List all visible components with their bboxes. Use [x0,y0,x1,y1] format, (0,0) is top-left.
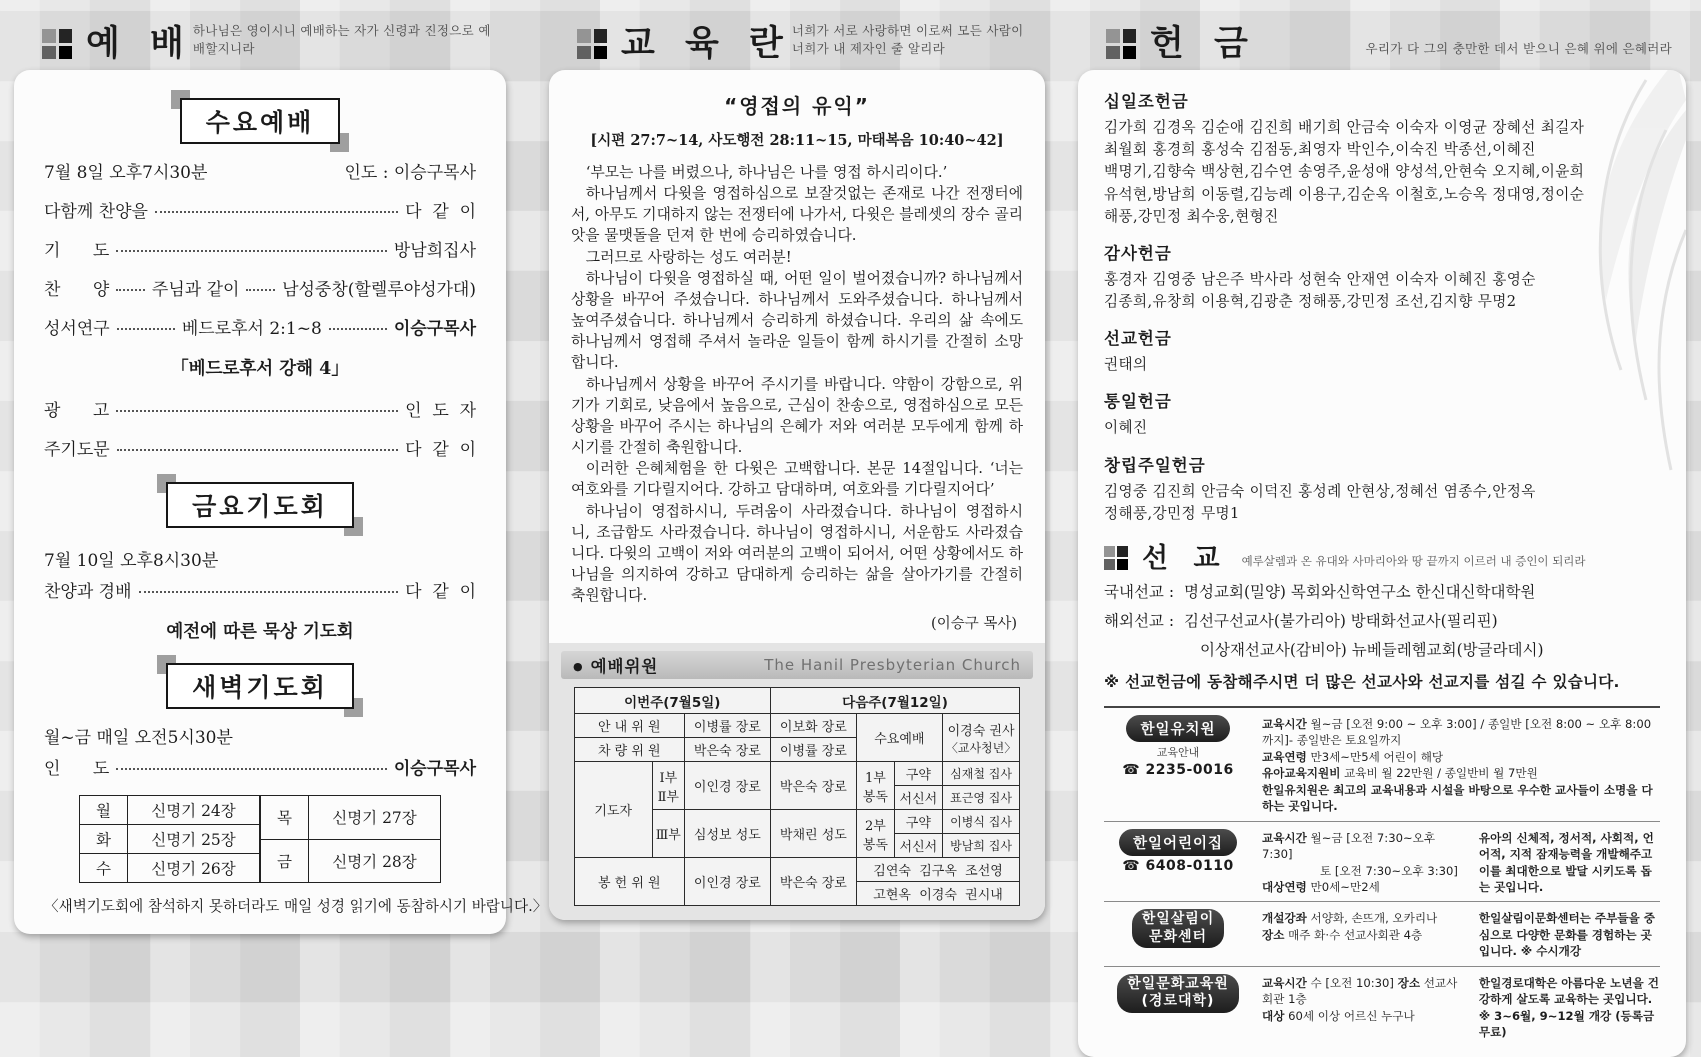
sermon-paragraph: 하나님이 다윗을 영접하실 때, 어떤 일이 벌어졌습니까? 하나님께서 상황을 바꾸어 주셨습니다. 하나님께서 도와주셨습니다. 하나님께서 높여주셨습니다. 하나님께서 승리하게 하셨습니다. 우리의 삶 속에도 하나님께서 영접해 주셔서 놀라운 일들이 함께 하시기를 간절히 소망합니다. [571,269,1023,372]
worship-committee-section [549,643,1045,920]
sermon-paragraph: 그러므로 사랑하는 성도 여러분! [585,248,792,266]
service-datetime: 7월 8일 오후7시30분 [44,163,208,183]
info-key: 대상연령 [1262,879,1307,894]
pill-line2: 문화센터 [1148,928,1208,945]
thanks-offering-heading: 감사헌금 [1104,243,1172,263]
church-institutions [1104,706,1660,1041]
info-key: 교육시간 [1262,975,1307,990]
sermon-paragraph: 이러한 은혜체험을 한 다윗은 고백합니다. 본문 14절입니다. ‘너는 여호와를 기다릴지어다. 강하고 담대하며, 여호와를 기다릴지어다’ [571,460,1023,499]
sermon-summary [571,90,1023,633]
education-column [549,12,1045,920]
offering-helpers-row1: 김연숙 김구옥 조선영 [856,858,1019,882]
info-value: 토 [오전 7:30~오후 3:30] [1320,863,1458,878]
row-value: 다 같 이 [405,582,476,602]
row-value: 다 같 이 [405,202,476,222]
info-value: 매주 화·수 선교사회관 4층 [1288,927,1423,942]
part-2-label: Ⅱ부 [657,789,679,805]
section-verse: 우리가 다 그의 충만한 데서 받으니 은혜 위에 은혜러라 [1365,41,1672,56]
kindergarten-label-col [1104,715,1252,778]
wednesday-leader-group: 〈교사청년〉 [945,740,1017,755]
mission-offering-names: 권태의 [1104,356,1148,374]
domestic-mission-value: 명성교회(밀양) 목회와신학연구소 한신대신학대학원 [1184,582,1536,601]
names-line: 김영중 김진희 안금숙 이덕진 홍성례 안현상,정혜선 염종수,안정옥 [1104,482,1536,500]
education-section-header [549,12,1045,62]
prayer-part-1-2 [652,762,684,810]
order-row [44,197,476,222]
reading-type: 서신서 [894,786,942,810]
names-line: 백명기,김향숙 백상현,김수연 송영주,윤성애 양성석,안현숙 오지혜,이윤희 [1104,163,1585,181]
mission-title: 선 교 [1142,542,1228,574]
order-row [44,396,476,421]
sermon-paragraph: ‘부모는 나를 버렸으나, 하나님은 나를 영접 하시리이다.’ [585,164,948,181]
sermon-paragraph: 하나님이 영접하시니, 두려움이 사라졌습니다. 하나님이 영접하시니, 조급함도 사라졌습니다. 하나님이 영접하시니, 서운함도 사라졌습니다. 다윗의 고백이 저와 여러분의 고백이 되어서, 어떤 상황에서도 하나님을 의지하여 강하고 담대하게 승리하는 삶을 살아가기를 간절히 축원합니다. [571,502,1023,605]
daycare-info-right [1479,830,1660,896]
reading-day: 목 [261,796,309,840]
tithe-names [1104,117,1660,228]
row-label: 성서연구 [44,319,110,339]
part-1-label: Ⅰ부 [659,770,678,786]
info-value: 60세 이상 어르신 누구나 [1288,1008,1415,1023]
names-line: 해풍,강민정 최수웅,현형진 [1104,207,1279,225]
reading-label: 봉독 [862,837,888,853]
pill-line2: (경로대학) [1141,993,1215,1010]
info-line [1262,765,1660,781]
wednesday-worship-box [44,98,476,144]
info-line [1262,879,1465,895]
mission-note: ※ 선교헌금에 동참해주시면 더 많은 선교사와 선교지를 섬길 수 있습니다. [1104,672,1620,691]
info-key: 교육시간 [1262,830,1307,845]
info-key: 유아교육지원비 [1262,766,1341,781]
info-key: 장소 [1262,927,1285,942]
prayer-part-3: Ⅲ부 [652,810,684,858]
info-line [1262,830,1465,863]
prayer-3-next-week: 박채린 성도 [770,810,856,858]
senior-college-label-col [1104,974,1252,1013]
wednesday-service-cell: 수요예배 [856,714,942,762]
friday-note: 예전에 따른 묵상 기도회 [166,622,354,642]
culture-center-label-col [1104,909,1252,948]
info-value: 서양화, 손뜨개, 오카리나 [1310,911,1438,926]
committee-title-text: 예배위원 [590,657,659,677]
order-row [44,577,476,602]
mission-section-header [1104,542,1660,574]
row-middle: 베드로후서 2:1~8 [181,319,322,339]
worship-section-header [14,12,506,62]
reading-passage: 신명기 27장 [309,796,441,840]
kindergarten-info [1262,715,1660,815]
info-desc: 한일유치원은 최고의 교육내용과 시설을 바탕으로 우수한 교사들이 소명을 다하는 곳입니다. [1262,782,1653,814]
dawn-prayer-title: 새벽기도회 [166,663,354,709]
prayer-1-2-next-week: 박은숙 장로 [770,762,856,810]
service-leader: 인도 : 이승구목사 [344,163,476,183]
culture-center-info-right [1479,910,1660,959]
friday-date-row [44,546,476,571]
info-value: 만0세~만2세 [1310,879,1380,894]
role-prayer: 기도자 [574,762,652,858]
reading-day: 금 [261,839,309,883]
reader-name: 표근영 집사 [942,786,1019,810]
part-label: 2부 [864,818,886,834]
senior-college-info-left [1262,975,1465,1041]
pill-line1: 한일문화교육원 [1127,975,1229,992]
dotted-leader [246,289,275,291]
section-verse: 너희가 서로 사랑하면 이로써 모든 사람이 너희가 내 제자인 줄 알리라 [791,23,1024,56]
dawn-date-row [44,723,476,748]
wednesday-leader-cell [942,714,1019,762]
sermon-signature: (이승구 목사) [931,616,1017,633]
info-key: 개설강좌 [1262,911,1307,926]
worship-column [14,12,548,934]
unification-offering-names: 이혜진 [1104,419,1148,437]
daily-readings-table [44,795,476,883]
reading-day: 화 [80,825,128,854]
friday-prayer-title: 금요기도회 [166,482,354,528]
education-panel [549,70,1045,920]
senior-college-info-right [1479,975,1660,1041]
vehicle-next-week: 이병률 장로 [770,738,856,762]
info-key: 교육시간 [1262,716,1307,731]
overseas-mission-label: 해외선교 : [1104,611,1175,630]
daycare-phone: ☎ 6408-0110 [1122,857,1234,874]
reading-passage: 신명기 25장 [128,825,260,854]
reading-part-1 [856,762,894,810]
order-row [44,275,476,300]
dotted-leader [116,250,387,252]
role-vehicle: 차 량 위 원 [574,738,684,762]
worship-panel [14,70,548,934]
info-key: 장소 [1397,975,1421,990]
readings-mon-wed [79,795,260,883]
kindergarten-pill: 한일유치원 [1126,715,1229,742]
overseas-mission-row [1104,609,1660,631]
reading-type: 구약 [894,810,942,834]
row-label: 찬 양 [44,280,110,300]
info-value: 만3세~만5세 어린이 해당 [1310,749,1444,764]
reading-label: 봉독 [862,789,888,805]
order-row [44,314,476,339]
info-desc: 한일경로대학은 아름다운 노년을 건강하게 살도록 교육하는 곳입니다. [1478,975,1659,1007]
thanks-names [1104,269,1660,313]
sermon-paragraph: 하나님께서 다윗을 영접하심으로 보잘것없는 존재로 나간 전쟁터에서, 아무도 기대하지 않는 전쟁터에 나가서, 다윗은 블레셋의 장수 골리앗을 물맷돌을 던져 한 번에 승리하였습니다. [571,185,1023,245]
offering-section-header [1078,12,1686,62]
kindergarten-subtext: 교육안내 [1156,745,1200,759]
reading-passage: 신명기 28장 [309,839,441,883]
unification-offering-heading: 통일헌금 [1104,392,1172,412]
row-label: 광 고 [44,401,110,421]
dotted-leader [116,289,145,291]
row-value: 다 같 이 [405,440,476,460]
row-value: 인 도 자 [405,401,476,421]
culture-center-pill [1132,909,1225,948]
dotted-leader [117,328,175,330]
committee-table [574,687,1020,906]
section-title: 헌 금 [1150,24,1257,64]
reading-passage: 신명기 24장 [128,796,260,825]
row-label: 찬양과 경배 [44,582,132,602]
names-line: 홍경자 김영중 남은주 박사라 성현숙 안재연 이숙자 이혜진 홍영순 [1104,270,1536,288]
service-datetime: 7월 10일 오후8시30분 [44,551,219,571]
order-row [44,754,476,779]
row-value: 이승구목사 [393,759,476,779]
kindergarten-phone: ☎ 2235-0016 [1122,761,1234,778]
church-english-name: The Hanil Presbyterian Church [764,656,1021,675]
role-offering: 봉 헌 위 원 [574,858,684,906]
readings-thu-fri [260,795,441,883]
offering-helpers-row2: 고현옥 이경숙 권시내 [856,882,1019,906]
row-value: 방남희집사 [393,241,476,261]
reading-type: 구약 [894,762,942,786]
info-desc: 유아의 신체적, 정서적, 사회적, 언어적, 지적 잠재능력을 개발해주고 이를 최대한으로 발달 시키도록 돕는 곳입니다. [1478,830,1654,894]
names-line: 김종희,유창희 이용혁,김광춘 정해풍,강민정 조선,김지향 무명2 [1104,293,1517,311]
row-label: 주기도문 [44,440,110,460]
info-line [1320,863,1465,879]
info-line [1262,910,1465,926]
service-datetime: 월~금 매일 오전5시30분 [44,728,233,748]
wednesday-date-row [44,158,476,183]
row-label: 다함께 찬양을 [44,202,148,222]
reading-part-2 [856,810,894,858]
bullet-icon: ● [573,660,584,674]
info-value: 월~금 [오전 9:00 ~ 오후 3:00] / 종일반 [오전 8:00 ~ 오후 8:00까지]- 종일반은 토요일까지 [1262,716,1652,748]
daycare-info-left [1262,830,1465,896]
prayer-3-this-week: 심성보 성도 [684,810,770,858]
institution-row-senior-college [1104,967,1660,1041]
names-line: 김가희 김경옥 김순애 김진희 배기희 안금숙 이숙자 이영균 장혜선 최길자 [1104,119,1585,136]
reader-name: 심재철 집사 [942,762,1019,786]
info-value: 교육비 월 22만원 / 종일반비 월 7만원 [1344,766,1538,781]
four-squares-icon [1106,29,1136,59]
order-row [44,435,476,460]
role-guide: 안 내 위 원 [574,714,684,738]
row-label: 기 도 [44,241,110,261]
dotted-leader [116,768,387,770]
info-line [1262,927,1465,943]
worship-header-left [42,24,193,64]
culture-center-info-left [1262,910,1465,959]
vehicle-this-week: 박은숙 장로 [684,738,770,762]
offering-header-left [1106,24,1257,64]
founding-offering-heading: 창립주일헌금 [1104,455,1206,475]
institution-row-culture-center [1104,902,1660,966]
offering-column [1078,12,1686,1057]
order-row [44,236,476,261]
wednesday-worship-title: 수요예배 [180,98,341,144]
offering-this-week: 이인경 장로 [684,858,770,906]
reading-day: 수 [80,854,128,883]
reading-type: 서신서 [894,834,942,858]
sermon-title: “영접의 유익” [724,94,870,118]
mission-offering-heading: 선교헌금 [1104,329,1172,349]
dotted-leader [155,211,398,213]
education-header-left [577,24,792,64]
section-title: 교 육 란 [621,24,792,64]
daycare-pill: 한일어린이집 [1119,829,1237,856]
founding-names [1104,481,1660,525]
committee-title-bar [561,651,1033,679]
info-key: 교육연령 [1262,749,1307,764]
committee-bar-title [573,653,658,677]
info-key: 대상 [1262,1008,1285,1023]
overseas-mission-value: 김선구선교사(불가리아) 방태화선교사(필리핀) [1184,611,1498,630]
daycare-info [1262,829,1660,896]
info-line [1262,975,1465,1008]
senior-college-info [1262,974,1660,1041]
wednesday-leader: 이경숙 권사 [947,723,1015,739]
info-desc: 한일살림이문화센터는 주부들을 중심으로 다양한 문화를 경험하는 곳입니다. ※ 수시개강 [1478,911,1655,959]
next-week-header: 다음주(7월12일) [770,688,1019,714]
institution-row-kindergarten [1104,708,1660,822]
tithe-offering-heading: 십일조헌금 [1104,92,1189,111]
info-line [1262,749,1660,765]
offering-next-week: 박은숙 장로 [770,858,856,906]
pill-line1: 한일살림이 [1141,911,1215,928]
domestic-mission-label: 국내선교 : [1104,582,1175,601]
info-desc: ※ 3~6월, 9~12월 개강 (등록금 무료) [1478,1008,1655,1040]
row-value: 남성중창(할렐루야성가대) [282,280,476,300]
overseas-mission-value2: 이상재선교사(감비아) 뉴베들레헴교회(방글라데시) [1200,640,1544,659]
dawn-prayer-note: 〈새벽기도회에 참석하지 못하더라도 매일 성경 읽기에 동참하시기 바랍니다.〉 [44,898,548,915]
sermon-paragraph: 하나님께서 상황을 바꾸어 주시기를 바랍니다. 약함이 강함으로, 위기가 기회로, 낮음에서 높음으로, 근심이 찬송으로, 영접하심으로 모든 상황을 바꾸어 주시는 하나님의 은혜가 저와 여러분 모두에게 함께 하시기를 간절히 축원합니다. [571,375,1023,457]
part-label: 1부 [864,770,886,786]
info-value: 수 [오전 10:30] [1310,975,1394,990]
institution-row-daycare [1104,822,1660,903]
dotted-leader [116,410,398,412]
row-middle: 주님과 같이 [151,280,240,300]
domestic-mission-row [1104,580,1660,602]
row-label: 인 도 [44,759,110,779]
mission-verse: 예루살렘과 온 유대와 사마리아와 땅 끝까지 이르러 내 증인이 되리라 [1241,553,1586,568]
daycare-label-col [1104,829,1252,874]
dotted-leader [329,328,387,330]
reading-day: 월 [80,796,128,825]
friday-prayer-box [44,482,476,528]
dotted-leader [139,591,399,593]
info-value: 선교사회관 1층 [1262,975,1458,1007]
names-line: 정해풍,강민정 무명1 [1104,504,1240,522]
offering-panel [1078,70,1686,1057]
reader-name: 이병식 집사 [942,810,1019,834]
prayer-1-2-this-week: 이인경 장로 [684,762,770,810]
names-line: 유석현,방남희 이동렬,김능례 이용구,김순옥 이철호,노승옥 정대영,정이순 [1104,185,1585,203]
this-week-header: 이번주(7월5일) [574,688,770,714]
four-squares-icon [42,29,72,59]
sermon-scripture: [시편 27:7~14, 사도행전 28:11~15, 마태복음 10:40~42] [590,132,1004,149]
guide-next-week: 이보화 장로 [770,714,856,738]
names-line: 최월회 홍경희 홍성숙 김점동,최영자 박인수,이숙진 박종선,이혜진 [1104,141,1536,159]
senior-college-pill [1117,974,1239,1013]
guide-this-week: 이병률 장로 [684,714,770,738]
section-title: 예 배 [86,24,193,64]
four-squares-icon [577,29,607,59]
reading-passage: 신명기 26장 [128,854,260,883]
info-line [1262,782,1660,815]
overseas-mission-row2 [1200,638,1660,660]
info-value: 월~금 [오전 7:30~오후 7:30] [1262,830,1436,862]
row-value: 이승구목사 [393,319,477,339]
sermon-series-title: 「베드로후서 강해 4」 [171,359,349,379]
four-squares-icon [1104,546,1128,570]
dotted-leader [117,449,398,451]
info-line [1262,716,1660,749]
info-line [1262,1008,1465,1024]
culture-center-info [1262,909,1660,959]
reader-name: 방남희 집사 [942,834,1019,858]
dawn-prayer-box [44,663,476,709]
section-verse: 하나님은 영이시니 예배하는 자가 신령과 진정으로 예배할지니라 [192,23,491,56]
